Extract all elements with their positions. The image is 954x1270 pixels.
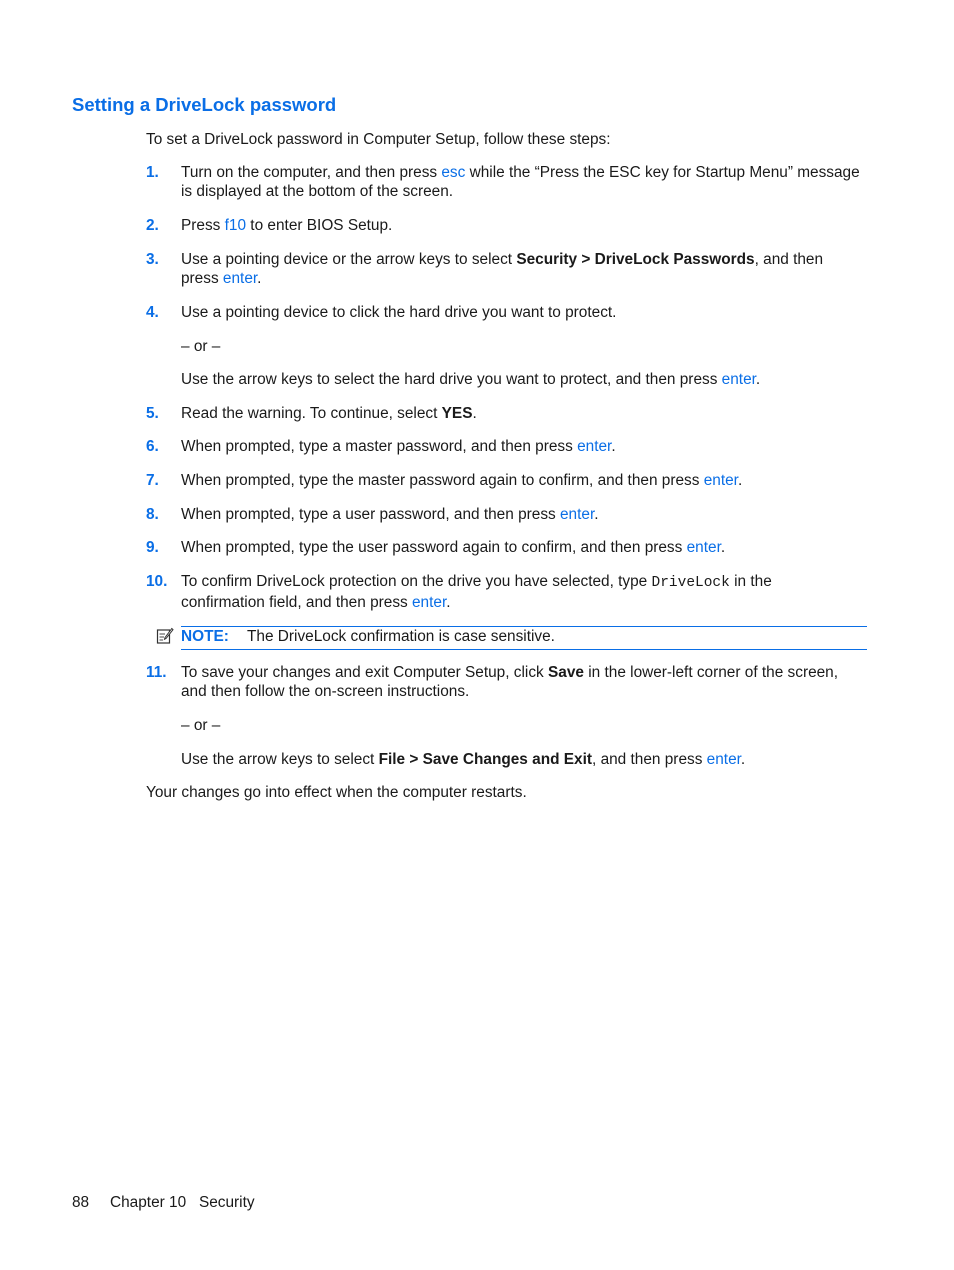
step-text-part: press [181,270,223,287]
key-enter: enter [222,270,258,287]
step-text-part: Read the warning. To continue, select [181,405,442,422]
step-text-part: . [737,472,743,489]
step-text [181,505,871,524]
step-text-part: , and then press [592,751,707,768]
step-alternative [181,750,871,769]
step-text-part: to enter BIOS Setup. [246,217,393,234]
step-text-part: Use the arrow keys to select [181,751,379,768]
note-text: The DriveLock confirmation is case sensitive. [247,628,555,645]
step-text [181,404,871,423]
step-number: 8. [146,506,159,523]
step-text [181,663,871,701]
step-text [181,471,871,490]
key-esc: esc [441,164,466,181]
step-text-part: , and then [754,251,824,268]
key-enter: enter [412,594,447,611]
step-text-part: and then follow the on-screen instructions. [181,683,470,700]
key-f10: f10 [224,217,247,234]
menu-path: Security > DriveLock Passwords [516,251,755,268]
step-text-part: while the “Press the ESC key for Startup Menu” message [465,164,860,181]
closing-paragraph: Your changes go into effect when the computer restarts. [146,784,527,801]
note-label: NOTE: [181,628,229,645]
step-number: 6. [146,438,159,455]
step-text-part: . [257,270,262,287]
step-text [181,572,871,612]
step-text-part: . [755,371,761,388]
step-text-part: When prompted, type the user password again to confirm, and then press [181,539,687,556]
step-number: 4. [146,304,159,321]
step-text-part: . [472,405,477,422]
page-number: 88 [72,1194,90,1211]
chapter-title: Chapter 10 Security [110,1194,255,1211]
code-drivelock: DriveLock [651,575,730,591]
option-yes: YES [441,405,473,422]
step-number: 3. [146,251,159,268]
key-enter: enter [686,539,721,556]
step-text-part: When prompted, type a master password, and then press [181,438,578,455]
key-enter: enter [706,751,741,768]
save-label: Save [548,664,584,681]
step-alternative [181,370,871,389]
step-number: 2. [146,217,159,234]
step-text-part: Use the arrow keys to select the hard drive you want to protect, and then press [181,371,722,388]
step-number: 5. [146,405,159,422]
step-text-part: . [740,751,746,768]
menu-path: File > Save Changes and Exit [378,751,593,768]
step-text-part: To save your changes and exit Computer Setup, click [181,664,548,681]
step-text-part: Press [181,217,225,234]
intro-paragraph: To set a DriveLock password in Computer Setup, follow these steps: [146,131,611,148]
step-text: Use a pointing device to click the hard drive you want to protect. [181,304,617,321]
step-text [181,216,871,235]
step-text-part: When prompted, type the master password again to confirm, and then press [181,472,704,489]
key-enter: enter [721,371,756,388]
step-text-part: in the lower-left corner of the screen, [583,664,839,681]
step-number: 10. [146,573,168,590]
note-pencil-icon [156,627,174,645]
step-text [181,437,871,456]
step-number: 11. [146,664,167,681]
step-text [181,538,871,557]
step-number: 7. [146,472,159,489]
step-text-part: When prompted, type a user password, and then press [181,506,560,523]
key-enter: enter [560,506,595,523]
step-number: 9. [146,539,159,556]
or-separator: – or – [181,338,221,355]
key-enter: enter [703,472,738,489]
step-text-part: . [446,594,451,611]
step-text-part: . [611,438,616,455]
key-enter: enter [577,438,612,455]
or-separator: – or – [181,717,221,734]
step-text-part: Turn on the computer, and then press [181,164,442,181]
step-text-part: To confirm DriveLock protection on the drive you have selected, type [181,573,652,590]
section-heading: Setting a DriveLock password [72,94,337,115]
step-text-part: is displayed at the bottom of the screen. [181,183,454,200]
step-number: 1. [146,164,159,181]
step-text [181,250,871,288]
step-text [181,163,871,201]
step-text-part: . [594,506,599,523]
step-text-part: in the [729,573,772,590]
step-text-part: . [720,539,726,556]
step-text-part: confirmation field, and then press [181,594,412,611]
step-text-part: Use a pointing device or the arrow keys to select [181,251,517,268]
